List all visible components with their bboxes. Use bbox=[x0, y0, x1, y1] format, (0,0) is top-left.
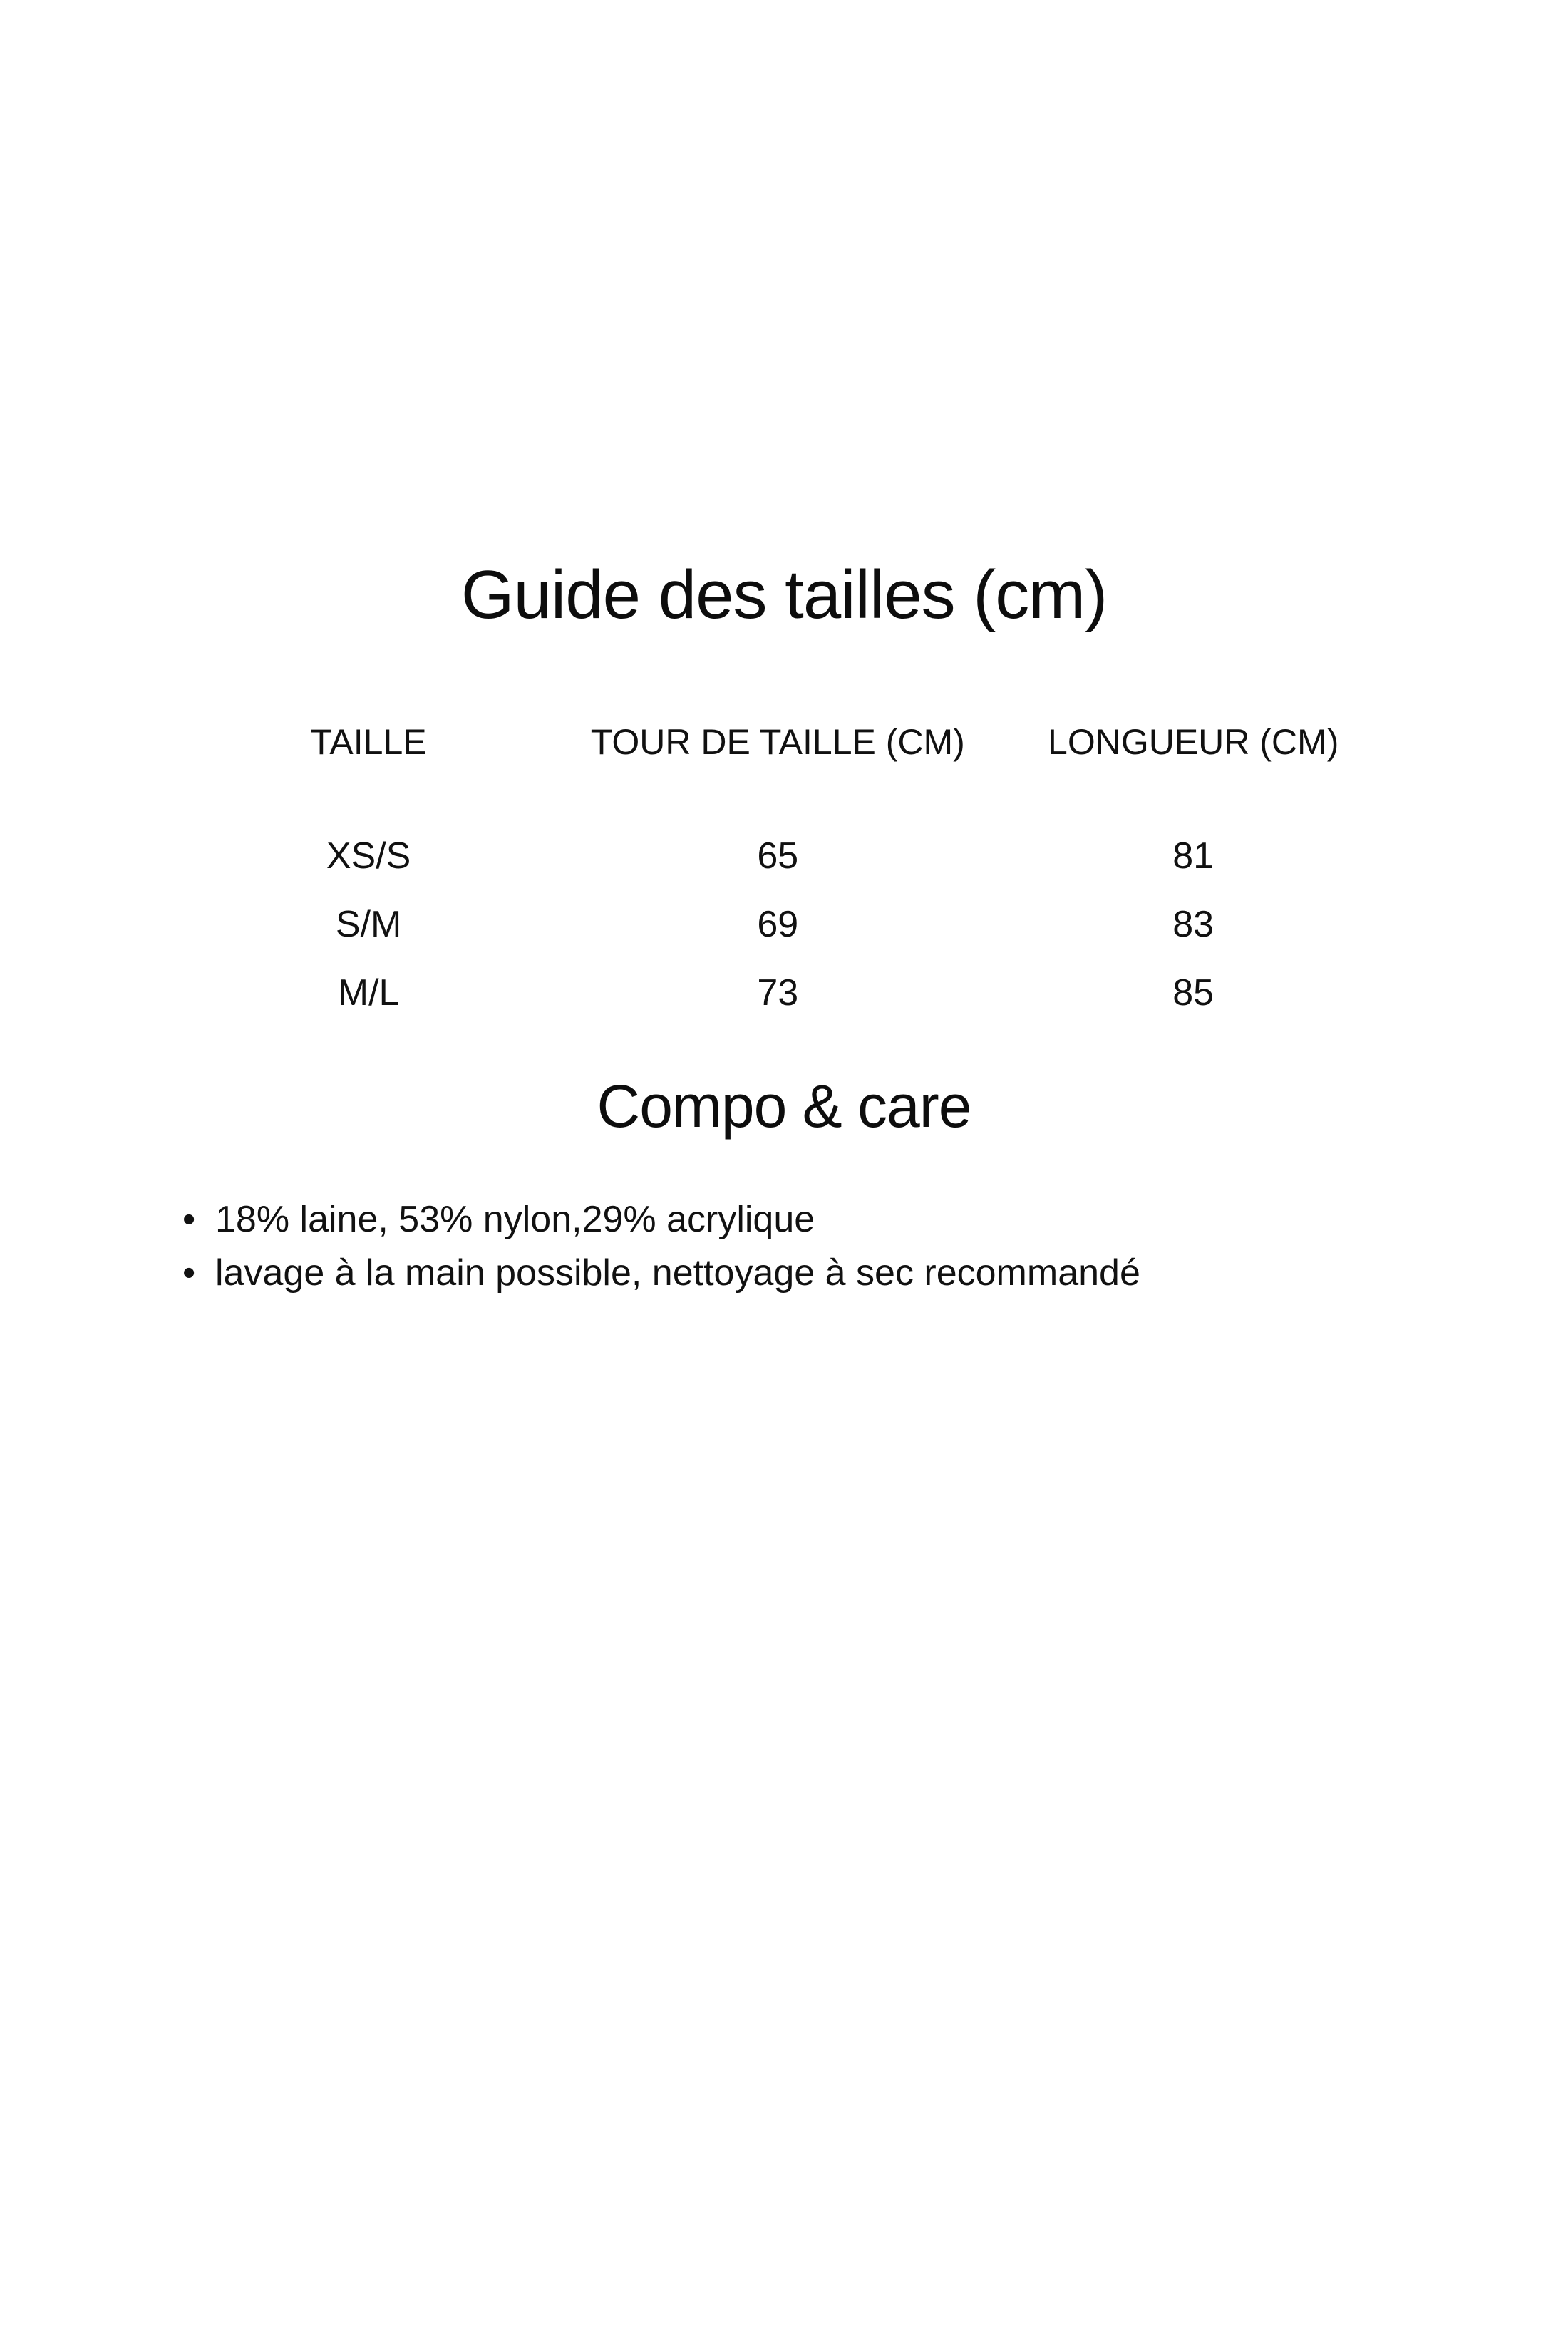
table-row bbox=[164, 822, 1404, 890]
column-header-longueur: LONGUEUR (CM) bbox=[1048, 722, 1339, 762]
table-row bbox=[164, 890, 1404, 959]
cell-size: XS/S bbox=[326, 835, 411, 877]
compo-care-list bbox=[164, 1141, 1404, 1298]
cell-waist: 69 bbox=[757, 903, 799, 945]
cell-size: S/M bbox=[335, 903, 402, 945]
table-row bbox=[164, 959, 1404, 1027]
bullet-icon: • bbox=[182, 1198, 196, 1240]
cell-length: 83 bbox=[1172, 903, 1214, 945]
column-header-tour-de-taille: TOUR DE TAILLE (CM) bbox=[590, 722, 965, 762]
size-guide-title: Guide des tailles (cm) bbox=[460, 557, 1108, 633]
column-header-taille: TAILLE bbox=[310, 722, 427, 762]
size-guide-table-body bbox=[164, 822, 1404, 1028]
cell-waist: 65 bbox=[757, 835, 799, 877]
list-item-label: 18% laine, 53% nylon,29% acrylique bbox=[215, 1198, 815, 1240]
size-guide-table bbox=[164, 720, 1404, 1028]
table-header-spacer bbox=[164, 765, 1404, 822]
bullet-icon: • bbox=[182, 1252, 196, 1294]
cell-length: 81 bbox=[1172, 835, 1214, 877]
list-item bbox=[164, 1249, 1404, 1298]
size-guide-table-head bbox=[164, 720, 1404, 822]
list-item bbox=[164, 1195, 1404, 1244]
list-item-label: lavage à la main possible, nettoyage à sec recommandé bbox=[215, 1252, 1140, 1294]
table-header-row bbox=[164, 720, 1404, 765]
size-guide-table-wrapper bbox=[164, 634, 1404, 1028]
compo-care-title: Compo & care bbox=[597, 1072, 971, 1140]
cell-size: M/L bbox=[337, 972, 400, 1014]
cell-length: 85 bbox=[1172, 972, 1214, 1014]
cell-waist: 73 bbox=[757, 972, 799, 1014]
